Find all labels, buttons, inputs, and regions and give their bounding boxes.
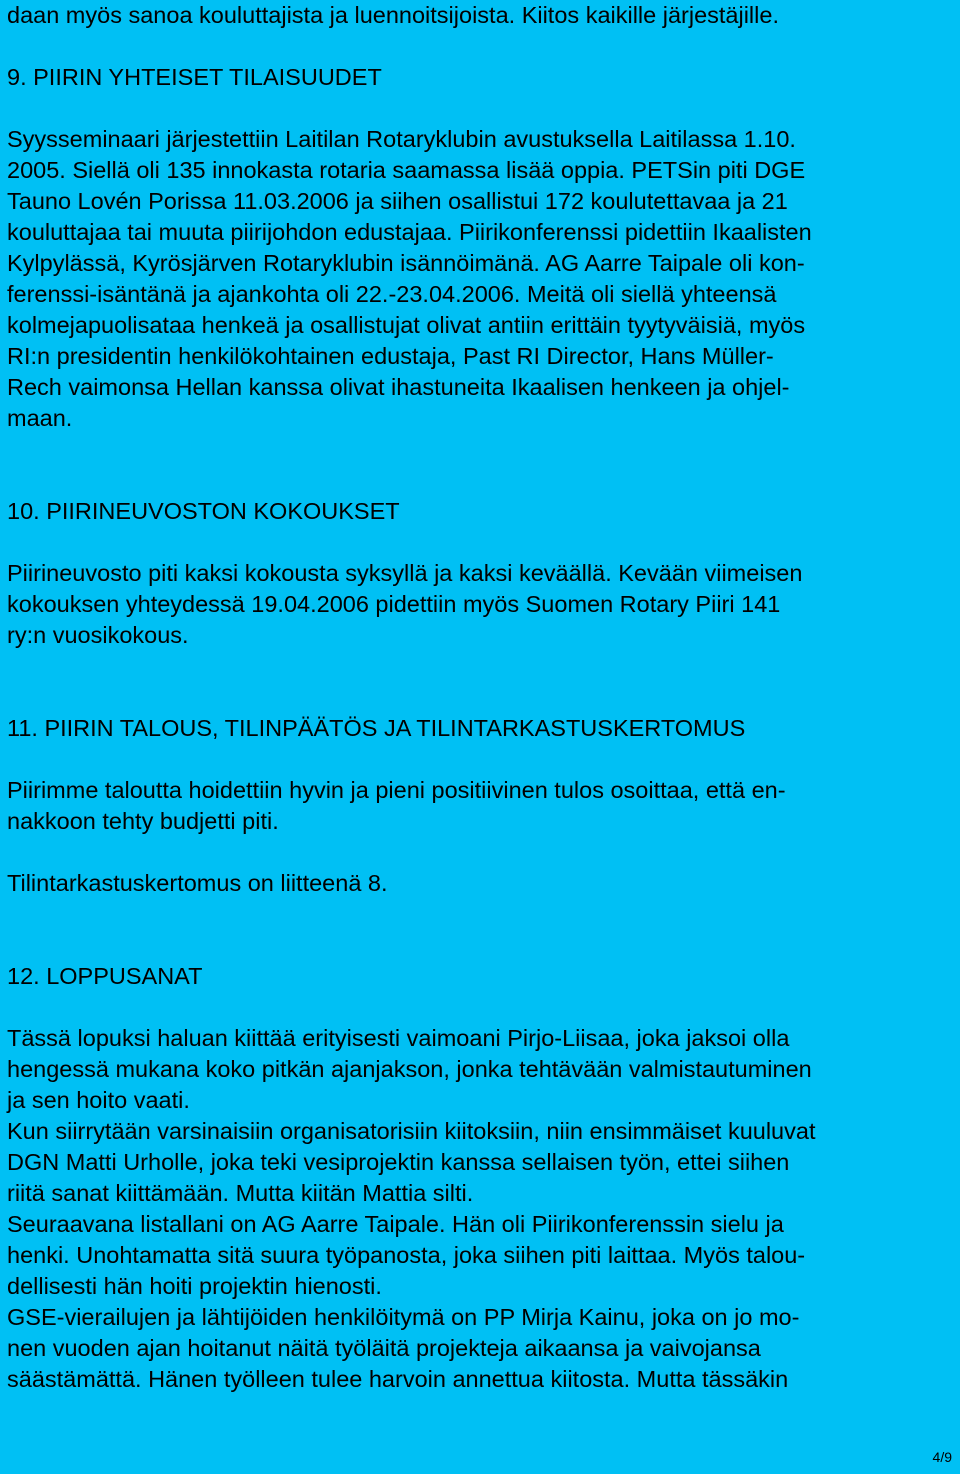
text-line: ry:n vuosikokous. [7, 622, 189, 648]
document-page [7, 0, 953, 1395]
section-10 [7, 496, 953, 651]
text-line: dellisesti hän hoiti projektin hienosti. [7, 1273, 382, 1299]
section-heading: 12. LOPPUSANAT [7, 963, 203, 989]
paragraph [7, 558, 953, 651]
text-line: Tässä lopuksi haluan kiittää erityisesti vaimoani Pirjo-Liisaa, joka jaksoi olla [7, 1025, 790, 1051]
paragraph [7, 868, 953, 899]
page-number: 4/9 [932, 1449, 952, 1465]
text-line: ja sen hoito vaati. [7, 1087, 190, 1113]
text-line: Kylpylässä, Kyrösjärven Rotaryklubin isännöimänä. AG Aarre Taipale oli kon- [7, 250, 805, 276]
text-line: nen vuoden ajan hoitanut näitä työläitä projekteja aikaansa ja vaivojansa [7, 1335, 761, 1361]
text-line: Kun siirrytään varsinaisiin organisatorisiin kiitoksiin, niin ensimmäiset kuuluvat [7, 1118, 816, 1144]
text-line: Piirineuvosto piti kaksi kokousta syksyllä ja kaksi keväällä. Kevään viimeisen [7, 560, 803, 586]
text-line: henki. Unohtamatta sitä suura työpanosta, joka siihen piti laittaa. Myös talou- [7, 1242, 806, 1268]
intro-line: daan myös sanoa kouluttajista ja luennoitsijoista. Kiitos kaikille järjestäjille. [7, 2, 779, 28]
section-heading: 11. PIIRIN TALOUS, TILINPÄÄTÖS JA TILINTARKASTUSKERTOMUS [7, 715, 746, 741]
text-line: ferenssi-isäntänä ja ajankohta oli 22.-23.04.2006. Meitä oli siellä yhteensä [7, 281, 777, 307]
section-9 [7, 62, 953, 434]
text-line: kolmejapuolisataa henkeä ja osallistujat olivat antiin erittäin tyytyväisiä, myös [7, 312, 806, 338]
text-line: 2005. Siellä oli 135 innokasta rotaria saamassa lisää oppia. PETSin piti DGE [7, 157, 806, 183]
text-line: GSE-vierailujen ja lähtijöiden henkilöitymä on PP Mirja Kainu, joka on jo mo- [7, 1304, 800, 1330]
text-line: Piirimme taloutta hoidettiin hyvin ja pieni positiivinen tulos osoittaa, että en- [7, 777, 786, 803]
text-line: nakkoon tehty budjetti piti. [7, 808, 279, 834]
text-line: kouluttajaa tai muuta piirijohdon edustajaa. Piirikonferenssi pidettiin Ikaalisten [7, 219, 812, 245]
text-line: maan. [7, 405, 73, 431]
section-heading: 10. PIIRINEUVOSTON KOKOUKSET [7, 498, 400, 524]
text-line: säästämättä. Hänen työlleen tulee harvoin annettua kiitosta. Mutta tässäkin [7, 1366, 789, 1392]
text-line: hengessä mukana koko pitkän ajanjakson, jonka tehtävään valmistautuminen [7, 1056, 812, 1082]
text-line: Rech vaimonsa Hellan kanssa olivat ihastuneita Ikaalisen henkeen ja ohjel- [7, 374, 790, 400]
text-line: Seuraavana listallani on AG Aarre Taipale. Hän oli Piirikonferenssin sielu ja [7, 1211, 784, 1237]
text-line: kokouksen yhteydessä 19.04.2006 pidettiin myös Suomen Rotary Piiri 141 [7, 591, 781, 617]
text-line: RI:n presidentin henkilökohtainen edustaja, Past RI Director, Hans Müller- [7, 343, 774, 369]
section-12 [7, 961, 953, 1395]
text-line: Tilintarkastuskertomus on liitteenä 8. [7, 870, 388, 896]
text-line: Tauno Lovén Porissa 11.03.2006 ja siihen osallistui 172 koulutettavaa ja 21 [7, 188, 788, 214]
paragraph [7, 124, 953, 434]
paragraph [7, 1023, 953, 1395]
section-11 [7, 713, 953, 899]
paragraph [7, 775, 953, 837]
section-heading: 9. PIIRIN YHTEISET TILAISUUDET [7, 64, 382, 90]
text-line: DGN Matti Urholle, joka teki vesiprojektin kanssa sellaisen työn, ettei siihen [7, 1149, 790, 1175]
text-line: Syysseminaari järjestettiin Laitilan Rotaryklubin avustuksella Laitilassa 1.10. [7, 126, 796, 152]
text-line: riitä sanat kiittämään. Mutta kiitän Mattia silti. [7, 1180, 474, 1206]
